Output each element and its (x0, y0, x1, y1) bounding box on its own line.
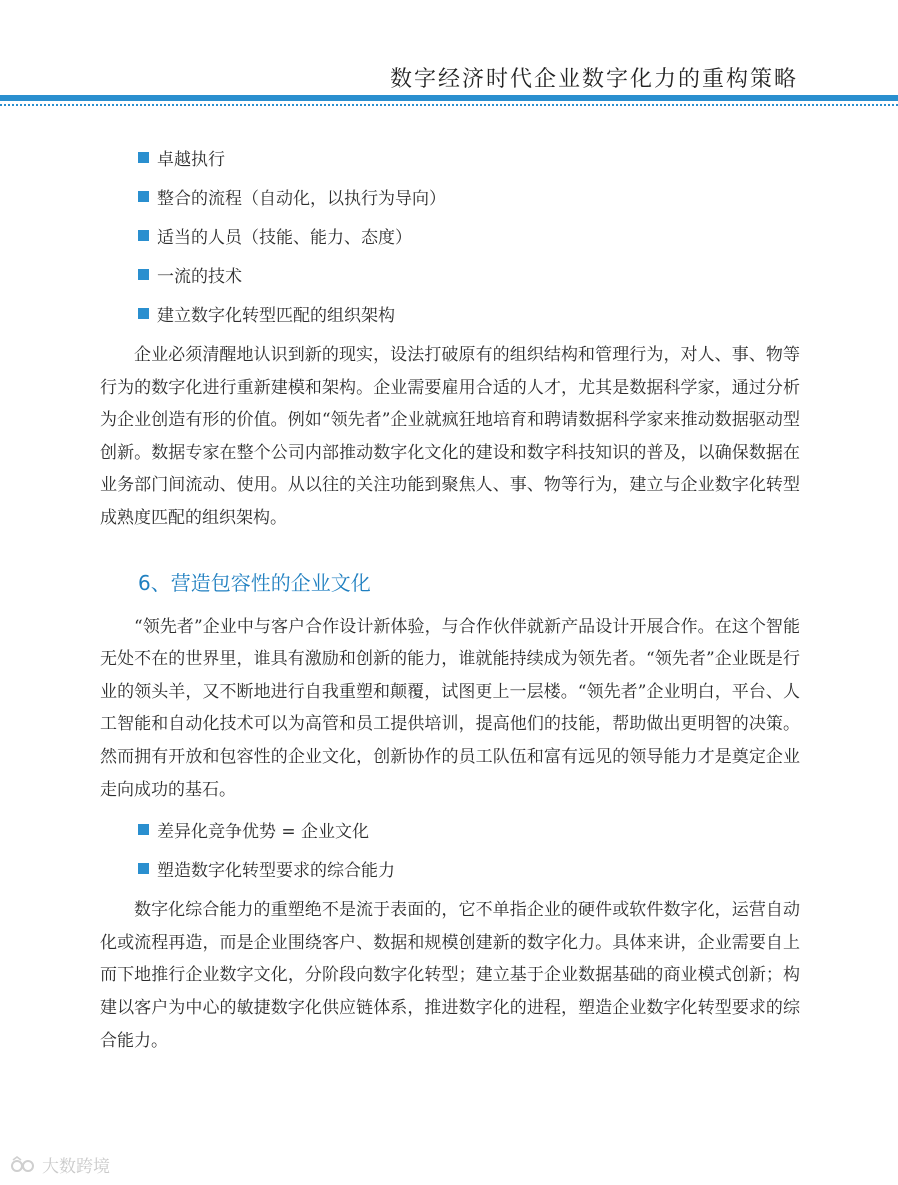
list-item (100, 294, 800, 333)
list-item (100, 177, 800, 216)
list-item-label: 一流的技术 (157, 267, 242, 287)
square-bullet-icon (138, 230, 149, 241)
watermark (10, 1152, 110, 1177)
square-bullet-icon (138, 308, 149, 319)
watermark-logo-icon (10, 1156, 36, 1174)
header-dotted-rule (0, 104, 898, 106)
list-item-label: 塑造数字化转型要求的综合能力 (157, 861, 395, 882)
square-bullet-icon (138, 269, 149, 280)
page-header-title: 数字经济时代企业数字化力的重构策略 (389, 67, 798, 92)
list-item (100, 810, 800, 849)
square-bullet-icon (138, 152, 149, 163)
bullet-list-top (100, 138, 800, 333)
list-item-label: 整合的流程（自动化，以执行为导向） (157, 189, 446, 209)
watermark-text: 大数跨境 (42, 1157, 110, 1177)
body-paragraph-2: “领先者”企业中与客户合作设计新体验，与合作伙伴就新产品设计开展合作。在这个智能无处不在的世界里，谁具有激励和创新的能力，谁就能持续成为领先者。“领先者”企业既是行业的领头羊，又不断地进行自我重塑和颠覆，试图更上一层楼。“领先者”企业明白，平台、人工智能和自动化技术可以为高管和员工提供培训，提高他们的技能，帮助做出更明智的决策。然而拥有开放和包容性的企业文化，创新协作的员工队伍和富有远见的领导能力才是奠定企业走向成功的基石。 (100, 616, 800, 800)
square-bullet-icon (138, 863, 149, 874)
square-bullet-icon (138, 191, 149, 202)
square-bullet-icon (138, 824, 149, 835)
list-item (100, 255, 800, 294)
body-paragraph-1: 企业必须清醒地认识到新的现实，设法打破原有的组织结构和管理行为，对人、事、物等行为的数字化进行重新建模和架构。企业需要雇用合适的人才，尤其是数据科学家，通过分析为企业创造有形的价值。例如“领先者”企业就疯狂地培育和聘请数据科学家来推动数据驱动型创新。数据专家在整个公司内部推动数字化文化的建设和数字科技知识的普及，以确保数据在业务部门间流动、使用。从以往的关注功能到聚焦人、事、物等行为，建立与企业数字化转型成熟度匹配的组织架构。 (100, 345, 800, 528)
list-item (100, 849, 800, 888)
list-item-label: 差异化竞争优势 = 企业文化 (157, 822, 370, 843)
list-item-label: 建立数字化转型匹配的组织架构 (157, 306, 395, 326)
list-item (100, 216, 800, 255)
list-item (100, 138, 800, 177)
list-item-label: 卓越执行 (157, 150, 225, 170)
body-paragraph-3: 数字化综合能力的重塑绝不是流于表面的，它不单指企业的硬件或软件数字化，运营自动化或流程再造，而是企业围绕客户、数据和规模创建新的数字化力。具体来讲，企业需要自上而下地推行企业数字文化，分阶段向数字化转型；建立基于企业数据基础的商业模式创新；构建以客户为中心的敏捷数字化供应链体系，推进数字化的进程，塑造企业数字化转型要求的综合能力。 (100, 900, 800, 1051)
list-item-label: 适当的人员（技能、能力、态度） (157, 228, 412, 248)
page-content (100, 138, 800, 1057)
bullet-list-bottom (100, 810, 800, 888)
section-heading: 6、营造包容性的企业文化 (138, 570, 371, 595)
header-rule (0, 95, 898, 101)
